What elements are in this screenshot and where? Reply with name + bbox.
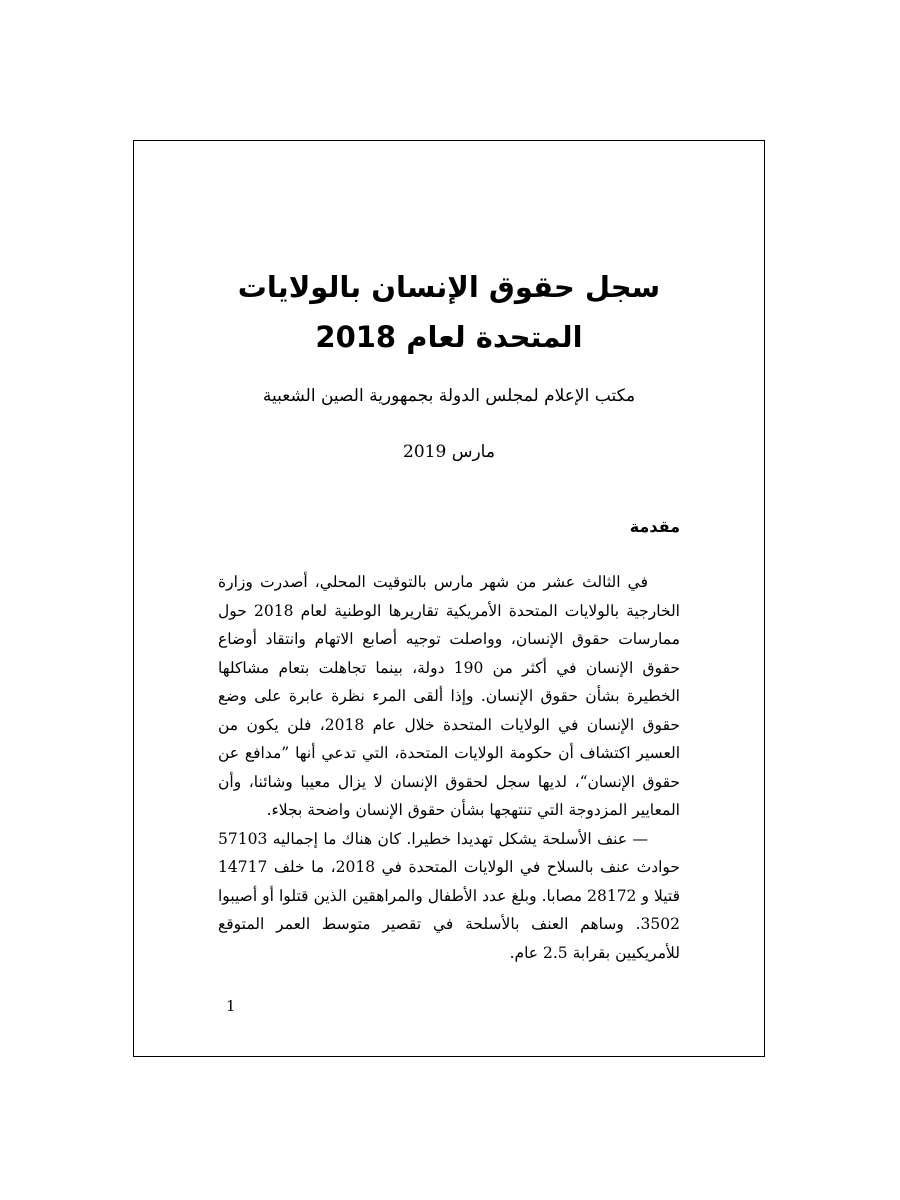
document-body [218,262,680,967]
title-line-1: سجل حقوق الإنسان بالولايات [237,270,661,304]
document-date: مارس 2019 [403,442,495,462]
document-subtitle: مكتب الإعلام لمجلس الدولة بجمهورية الصين الشعبية [262,386,636,406]
paragraph-gun-violence: — عنف الأسلحة يشكل تهديدا خطيرا. كان هناك ما إجماليه 57103 حوادث عنف بالسلاح في الولايات المتحدة في 2018، ما خلف 14717 قتيلا و 28172 مصابا. وبلغ عدد الأطفال والمراهقين الذين قتلوا أو أصيبوا 3502. وساهم العنف بالأسلحة في تقصير متوسط العمر المتوقع للأمريكيين بقرابة 2.5 عام. [218,829,681,962]
page-number: 1 [226,997,236,1015]
document-title [218,262,680,362]
title-line-2: المتحدة لعام 2018 [315,320,583,354]
paragraph-introduction: في الثالث عشر من شهر مارس بالتوقيت المحلي، أصدرت وزارة الخارجية بالولايات المتحدة الأمريكية تقاريرها الوطنية لعام 2018 حول ممارسات حقوق الإنسان، وواصلت توجيه أصابع الاتهام وانتقاد أوضاع حقوق الإنسان في أكثر من 190 دولة، بينما تجاهلت بتعام مشاكلها الخطيرة بشأن حقوق الإنسان. وإذا ألقى المرء نظرة عابرة على وضع حقوق الإنسان في الولايات المتحدة خلال عام 2018، فلن يكون من العسير اكتشاف أن حكومة الولايات المتحدة، التي تدعي أنها ”مدافع عن حقوق الإنسان“، لديها سجل لحقوق الإنسان لا يزال معيبا وشائنا، وأن المعايير المزدوجة التي تنتهجها بشأن حقوق الإنسان واضحة بجلاء. [218,573,680,819]
section-heading: مقدمة [629,517,680,536]
